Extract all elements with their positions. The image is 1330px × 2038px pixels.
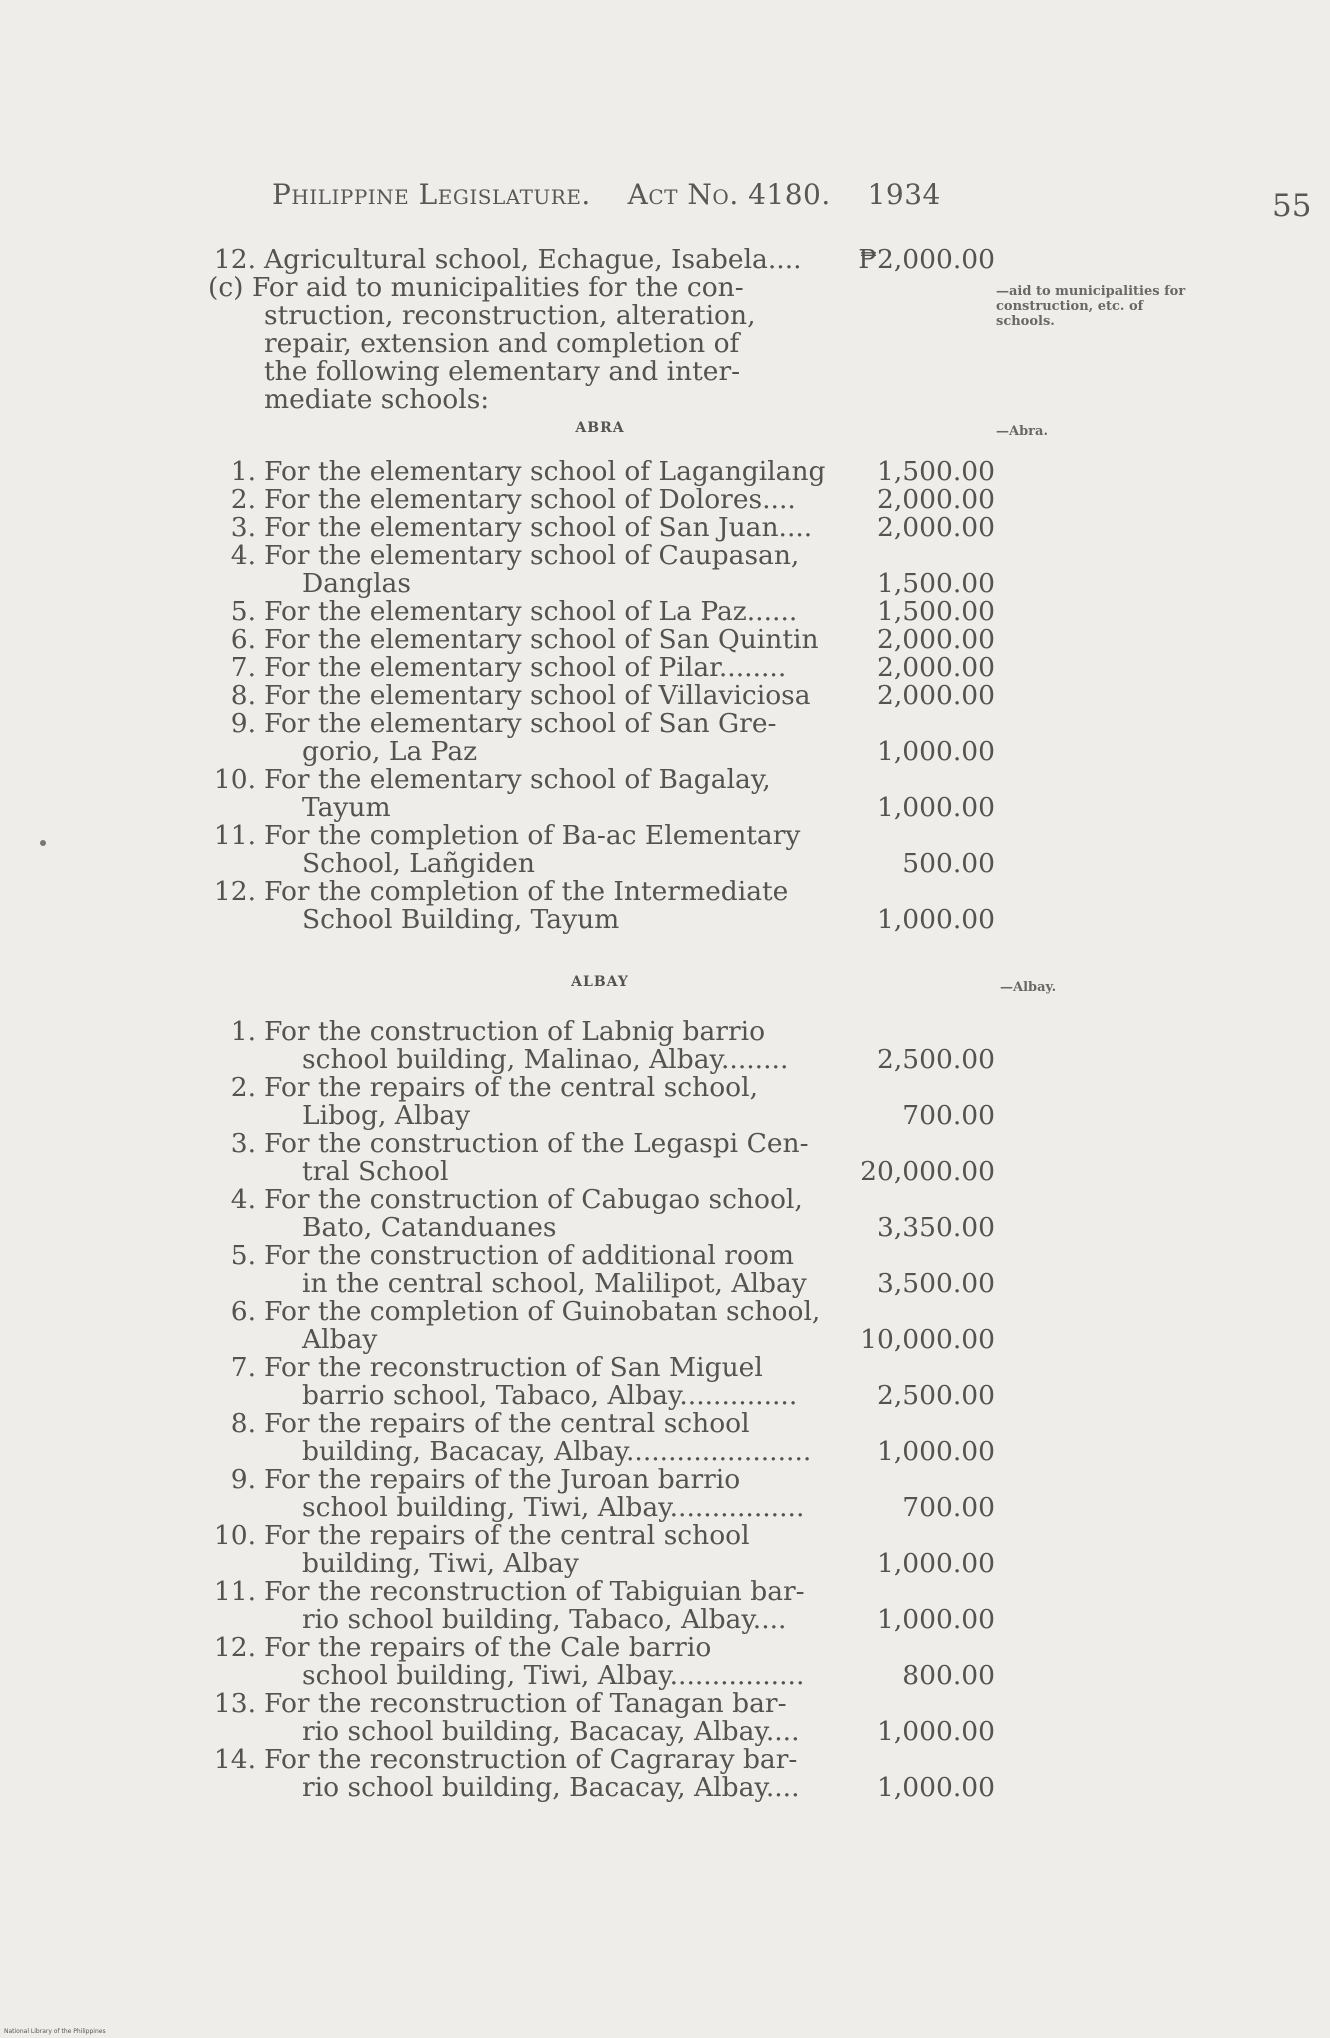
item-number: 3. <box>230 1128 256 1159</box>
item-amount: 1,000.00 <box>876 1772 995 1803</box>
item-number: 12. <box>213 1632 256 1663</box>
item-number: 12. <box>213 876 256 907</box>
paragraph-text: struction, reconstruction, alteration, <box>264 300 756 331</box>
item-text: For the elementary school of Dolores.... <box>264 484 796 515</box>
item-text: For the elementary school of San Gre- <box>264 708 777 739</box>
item-amount: 2,000.00 <box>876 512 995 543</box>
item-amount: 3,350.00 <box>876 1212 995 1243</box>
paragraph-text: (c) For aid to municipalities for the con- <box>208 272 744 303</box>
page-number: 55 <box>1272 188 1312 224</box>
item-number: 9. <box>230 708 256 739</box>
item-amount: 1,500.00 <box>876 456 995 487</box>
item-text: For the reconstruction of San Miguel <box>264 1352 763 1383</box>
item-amount: 1,000.00 <box>876 1548 995 1579</box>
item-number: 2. <box>230 1072 256 1103</box>
footer-credit: National Library of the Philippines <box>4 2028 106 2035</box>
item-text: For the repairs of the central school, <box>264 1072 759 1103</box>
item-amount: 700.00 <box>902 1492 995 1523</box>
item-number: 1. <box>230 1016 256 1047</box>
item-text: For the elementary school of San Juan.... <box>264 512 813 543</box>
margin-note-aid: —aid to municipalities for construction, etc. of schools. <box>996 284 1186 329</box>
margin-note-abra: —Abra. <box>996 424 1048 439</box>
item-text: For the repairs of the Cale barrio <box>264 1632 712 1663</box>
item-amount: 1,000.00 <box>876 904 995 935</box>
item-text: School Building, Tayum <box>302 904 620 935</box>
item-text: For the elementary school of Lagangilang <box>264 456 826 487</box>
item-number: 6. <box>230 1296 256 1327</box>
item-number: 13. <box>213 1688 256 1719</box>
item-text: school building, Tiwi, Albay................ <box>302 1660 805 1691</box>
item-amount: 2,000.00 <box>876 484 995 515</box>
item-number: 7. <box>230 1352 256 1383</box>
item-text: school building, Malinao, Albay........ <box>302 1044 789 1075</box>
item-text: For the elementary school of San Quintin <box>264 624 819 655</box>
item-amount: 2,000.00 <box>876 652 995 683</box>
item-number: 5. <box>230 1240 256 1271</box>
paragraph-text: repair, extension and completion of <box>264 328 740 359</box>
item-amount: 1,000.00 <box>876 1604 995 1635</box>
paragraph-text: mediate schools: <box>264 384 490 415</box>
header-year: 1934 <box>867 178 941 211</box>
item-text: gorio, La Paz <box>302 736 478 767</box>
item-text: School, Lañgiden <box>302 848 535 879</box>
item-number: 11. <box>213 820 256 851</box>
item-amount: 2,500.00 <box>876 1380 995 1411</box>
item-number: 14. <box>213 1744 256 1775</box>
item-text: Albay <box>302 1324 378 1355</box>
item-number: 8. <box>230 1408 256 1439</box>
header-act: Act No. 4180. <box>627 178 831 211</box>
item-number: 3. <box>230 512 256 543</box>
item-text: For the reconstruction of Cagraray bar- <box>264 1744 798 1775</box>
item-amount: 1,000.00 <box>876 1436 995 1467</box>
item-text: For the completion of Guinobatan school, <box>264 1296 821 1327</box>
item-number: 11. <box>213 1576 256 1607</box>
item-text: rio school building, Tabaco, Albay.... <box>302 1604 787 1635</box>
item-text: For the repairs of the central school <box>264 1520 750 1551</box>
item-text: For the completion of the Intermediate <box>264 876 789 907</box>
item-text: school building, Tiwi, Albay................ <box>302 1492 805 1523</box>
item-text: For the repairs of the Juroan barrio <box>264 1464 741 1495</box>
item-amount: 700.00 <box>902 1100 995 1131</box>
item-amount: 800.00 <box>902 1660 995 1691</box>
item-text: For the construction of additional room <box>264 1240 794 1271</box>
item-text: For the construction of Cabugao school, <box>264 1184 803 1215</box>
item-number: 7. <box>230 652 256 683</box>
item-amount: 20,000.00 <box>860 1156 995 1187</box>
item-amount: 2,500.00 <box>876 1044 995 1075</box>
item-text: tral School <box>302 1156 449 1187</box>
item-number: 6. <box>230 624 256 655</box>
item-amount: 1,500.00 <box>876 596 995 627</box>
item-number: 10. <box>213 764 256 795</box>
item-amount: 2,000.00 <box>876 624 995 655</box>
item-amount: ₱2,000.00 <box>858 244 995 275</box>
section-title-albay: ALBAY <box>571 974 629 990</box>
item-text: in the central school, Malilipot, Albay <box>302 1268 807 1299</box>
page-speck <box>40 840 46 846</box>
item-text: rio school building, Bacacay, Albay.... <box>302 1716 800 1747</box>
item-amount: 1,500.00 <box>876 568 995 599</box>
paragraph-text: the following elementary and inter- <box>264 356 741 387</box>
item-amount: 500.00 <box>902 848 995 879</box>
item-text: For the reconstruction of Tabiguian bar- <box>264 1576 805 1607</box>
item-amount: 3,500.00 <box>876 1268 995 1299</box>
item-text: Tayum <box>302 792 391 823</box>
item-text: For the construction of Labnig barrio <box>264 1016 766 1047</box>
item-text: barrio school, Tabaco, Albay.............. <box>302 1380 798 1411</box>
item-text: For the elementary school of Caupasan, <box>264 540 800 571</box>
item-text: For the elementary school of Villaviciosa <box>264 680 811 711</box>
item-number: 4. <box>230 1184 256 1215</box>
header-title: Philippine Legislature. <box>272 178 591 211</box>
item-amount: 1,000.00 <box>876 736 995 767</box>
item-text: For the elementary school of Bagalay, <box>264 764 771 795</box>
item-number: 1. <box>230 456 256 487</box>
item-amount: 1,000.00 <box>876 1716 995 1747</box>
item-amount: 10,000.00 <box>860 1324 995 1355</box>
item-text: Libog, Albay <box>302 1100 471 1131</box>
item-number: 9. <box>230 1464 256 1495</box>
item-text: rio school building, Bacacay, Albay.... <box>302 1772 800 1803</box>
margin-note-albay: —Albay. <box>1000 980 1057 995</box>
item-text: For the completion of Ba-ac Elementary <box>264 820 801 851</box>
item-number: 4. <box>230 540 256 571</box>
item-amount: 2,000.00 <box>876 680 995 711</box>
item-text: building, Tiwi, Albay <box>302 1548 579 1579</box>
section-title-abra: ABRA <box>575 420 625 436</box>
item-text: Bato, Catanduanes <box>302 1212 557 1243</box>
item-amount: 1,000.00 <box>876 792 995 823</box>
item-text: For the reconstruction of Tanagan bar- <box>264 1688 787 1719</box>
item-text: For the construction of the Legaspi Cen- <box>264 1128 809 1159</box>
item-text: For the elementary school of La Paz...... <box>264 596 798 627</box>
item-number: 12. <box>213 244 256 275</box>
item-number: 2. <box>230 484 256 515</box>
item-number: 5. <box>230 596 256 627</box>
item-text: For the elementary school of Pilar........ <box>264 652 787 683</box>
item-number: 8. <box>230 680 256 711</box>
item-text: building, Bacacay, Albay...................... <box>302 1436 812 1467</box>
item-number: 10. <box>213 1520 256 1551</box>
running-header <box>272 178 941 211</box>
item-text: For the repairs of the central school <box>264 1408 750 1439</box>
item-text: Agricultural school, Echague, Isabela.... <box>264 244 802 275</box>
item-text: Danglas <box>302 568 411 599</box>
